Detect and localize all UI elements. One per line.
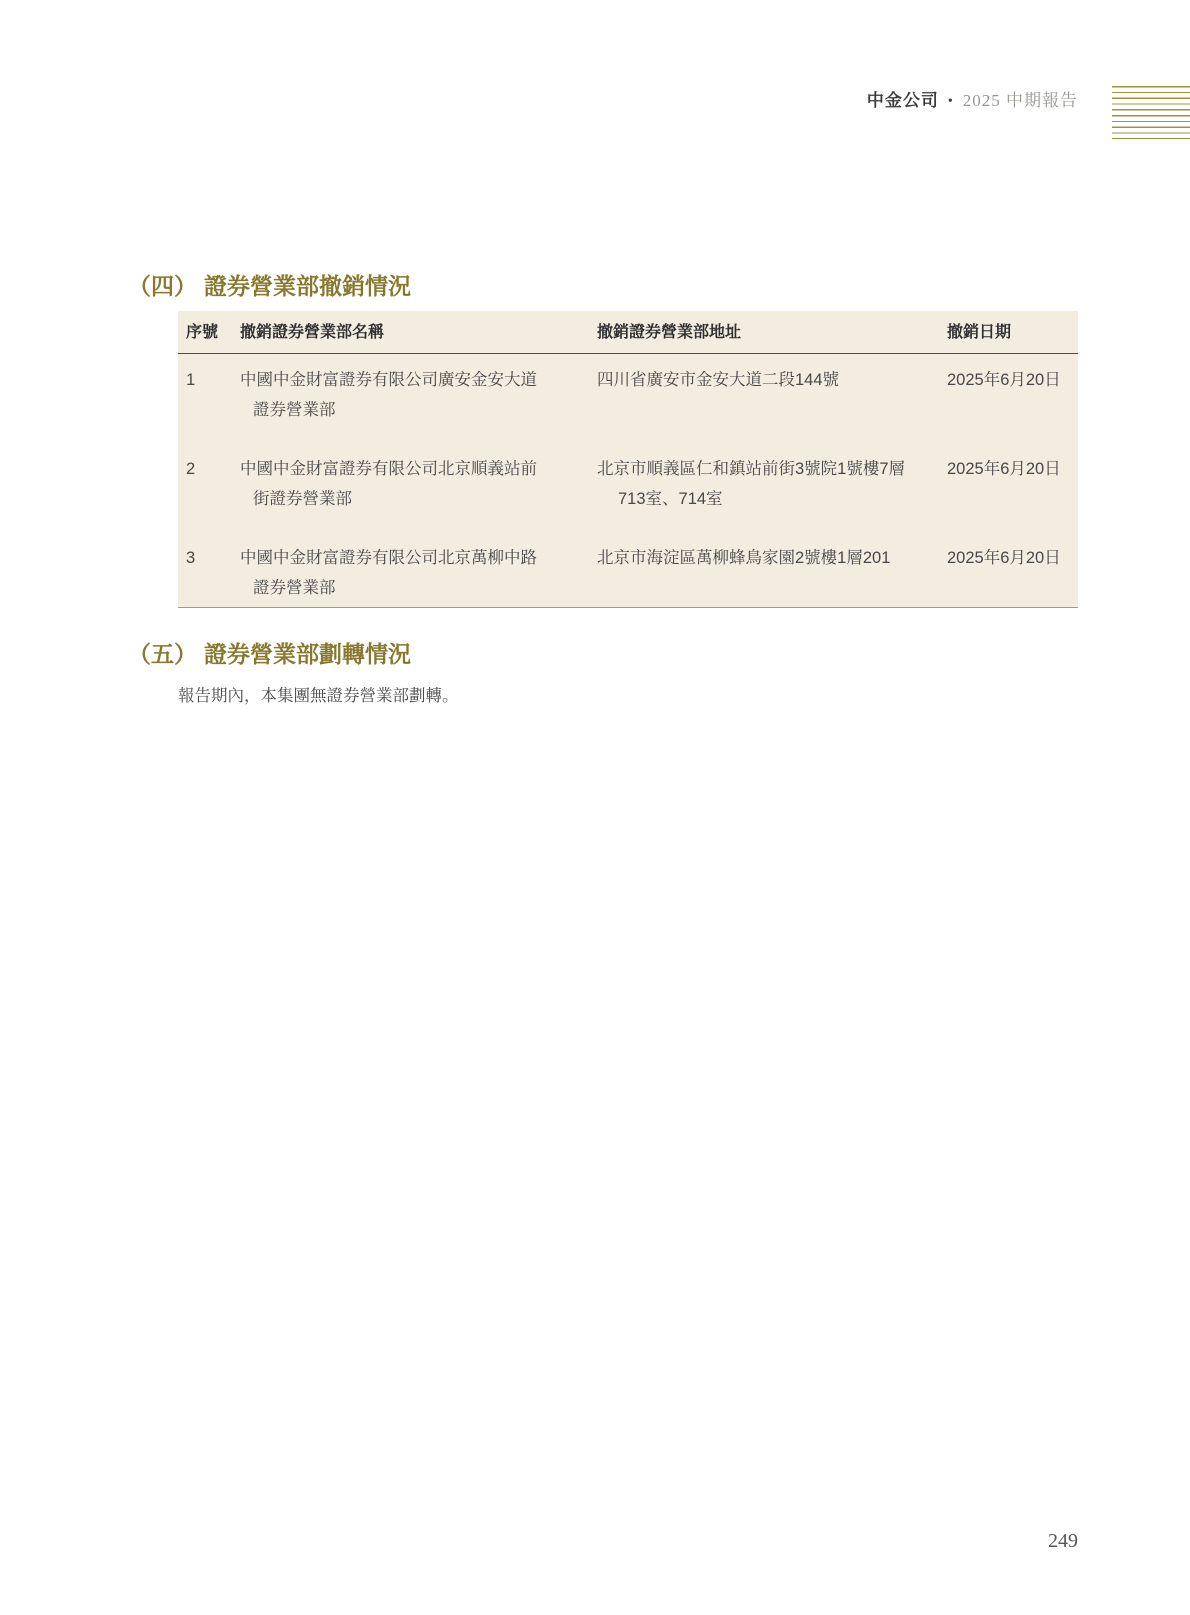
- cell-address-line: 北京市海淀區萬柳蜂鳥家園2號樓1層201: [597, 549, 891, 567]
- col-header-seq: 序號: [186, 324, 219, 341]
- table-row: [178, 543, 1078, 603]
- cell-name: [240, 365, 597, 425]
- cell-address: [597, 543, 947, 603]
- section-4-number: （四）: [128, 273, 197, 299]
- table-row: [178, 365, 1078, 425]
- section-5-title: 證券營業部劃轉情況: [204, 641, 411, 667]
- section-5-paragraph: 報告期內，本集團無證券營業部劃轉。: [178, 687, 459, 705]
- cell-seq: 1: [186, 371, 196, 389]
- section-4-title: 證券營業部撤銷情況: [204, 273, 411, 299]
- cell-name-line: 街證券營業部: [253, 490, 352, 508]
- cell-address: [597, 454, 947, 514]
- cell-address-line: 北京市順義區仁和鎮站前街3號院1號樓7層: [597, 460, 906, 478]
- cell-date: 2025年6月20日: [947, 460, 1061, 478]
- table-row: [178, 454, 1078, 514]
- bullet-separator-icon: •: [947, 94, 954, 109]
- cell-name-line: 中國中金財富證券有限公司北京順義站前: [240, 460, 537, 478]
- company-name: 中金公司: [866, 91, 939, 110]
- cell-name: [240, 454, 597, 514]
- report-title: 2025 中期報告: [962, 91, 1078, 110]
- table-body: [178, 354, 1078, 608]
- cell-seq: 3: [186, 549, 196, 567]
- cell-address: [597, 365, 947, 425]
- cell-date: 2025年6月20日: [947, 371, 1061, 389]
- col-header-date: 撤銷日期: [947, 324, 1012, 341]
- cell-name: [240, 543, 597, 603]
- section-5-heading: [128, 636, 411, 669]
- cell-name-line: 中國中金財富證券有限公司北京萬柳中路: [240, 549, 537, 567]
- page-number: 249: [1048, 1530, 1078, 1552]
- cell-name-line: 證券營業部: [253, 579, 336, 597]
- col-header-address: 撤銷證券營業部地址: [597, 324, 742, 341]
- running-header: [867, 86, 1078, 111]
- cell-seq: 2: [186, 460, 196, 478]
- cell-name-line: 中國中金財富證券有限公司廣安金安大道: [240, 371, 537, 389]
- branch-cancellation-table: [178, 311, 1078, 608]
- cell-address-line: 713室、714室: [618, 490, 723, 508]
- section-5-number: （五）: [128, 641, 197, 667]
- cell-address-line: 四川省廣安市金安大道二段144號: [597, 371, 840, 389]
- brand-stripes-icon: [1112, 86, 1190, 139]
- section-4-heading: [128, 268, 411, 301]
- col-header-name: 撤銷證券營業部名稱: [240, 324, 385, 341]
- table-header-row: [178, 311, 1078, 354]
- cell-name-line: 證券營業部: [253, 401, 336, 419]
- cell-date: 2025年6月20日: [947, 549, 1061, 567]
